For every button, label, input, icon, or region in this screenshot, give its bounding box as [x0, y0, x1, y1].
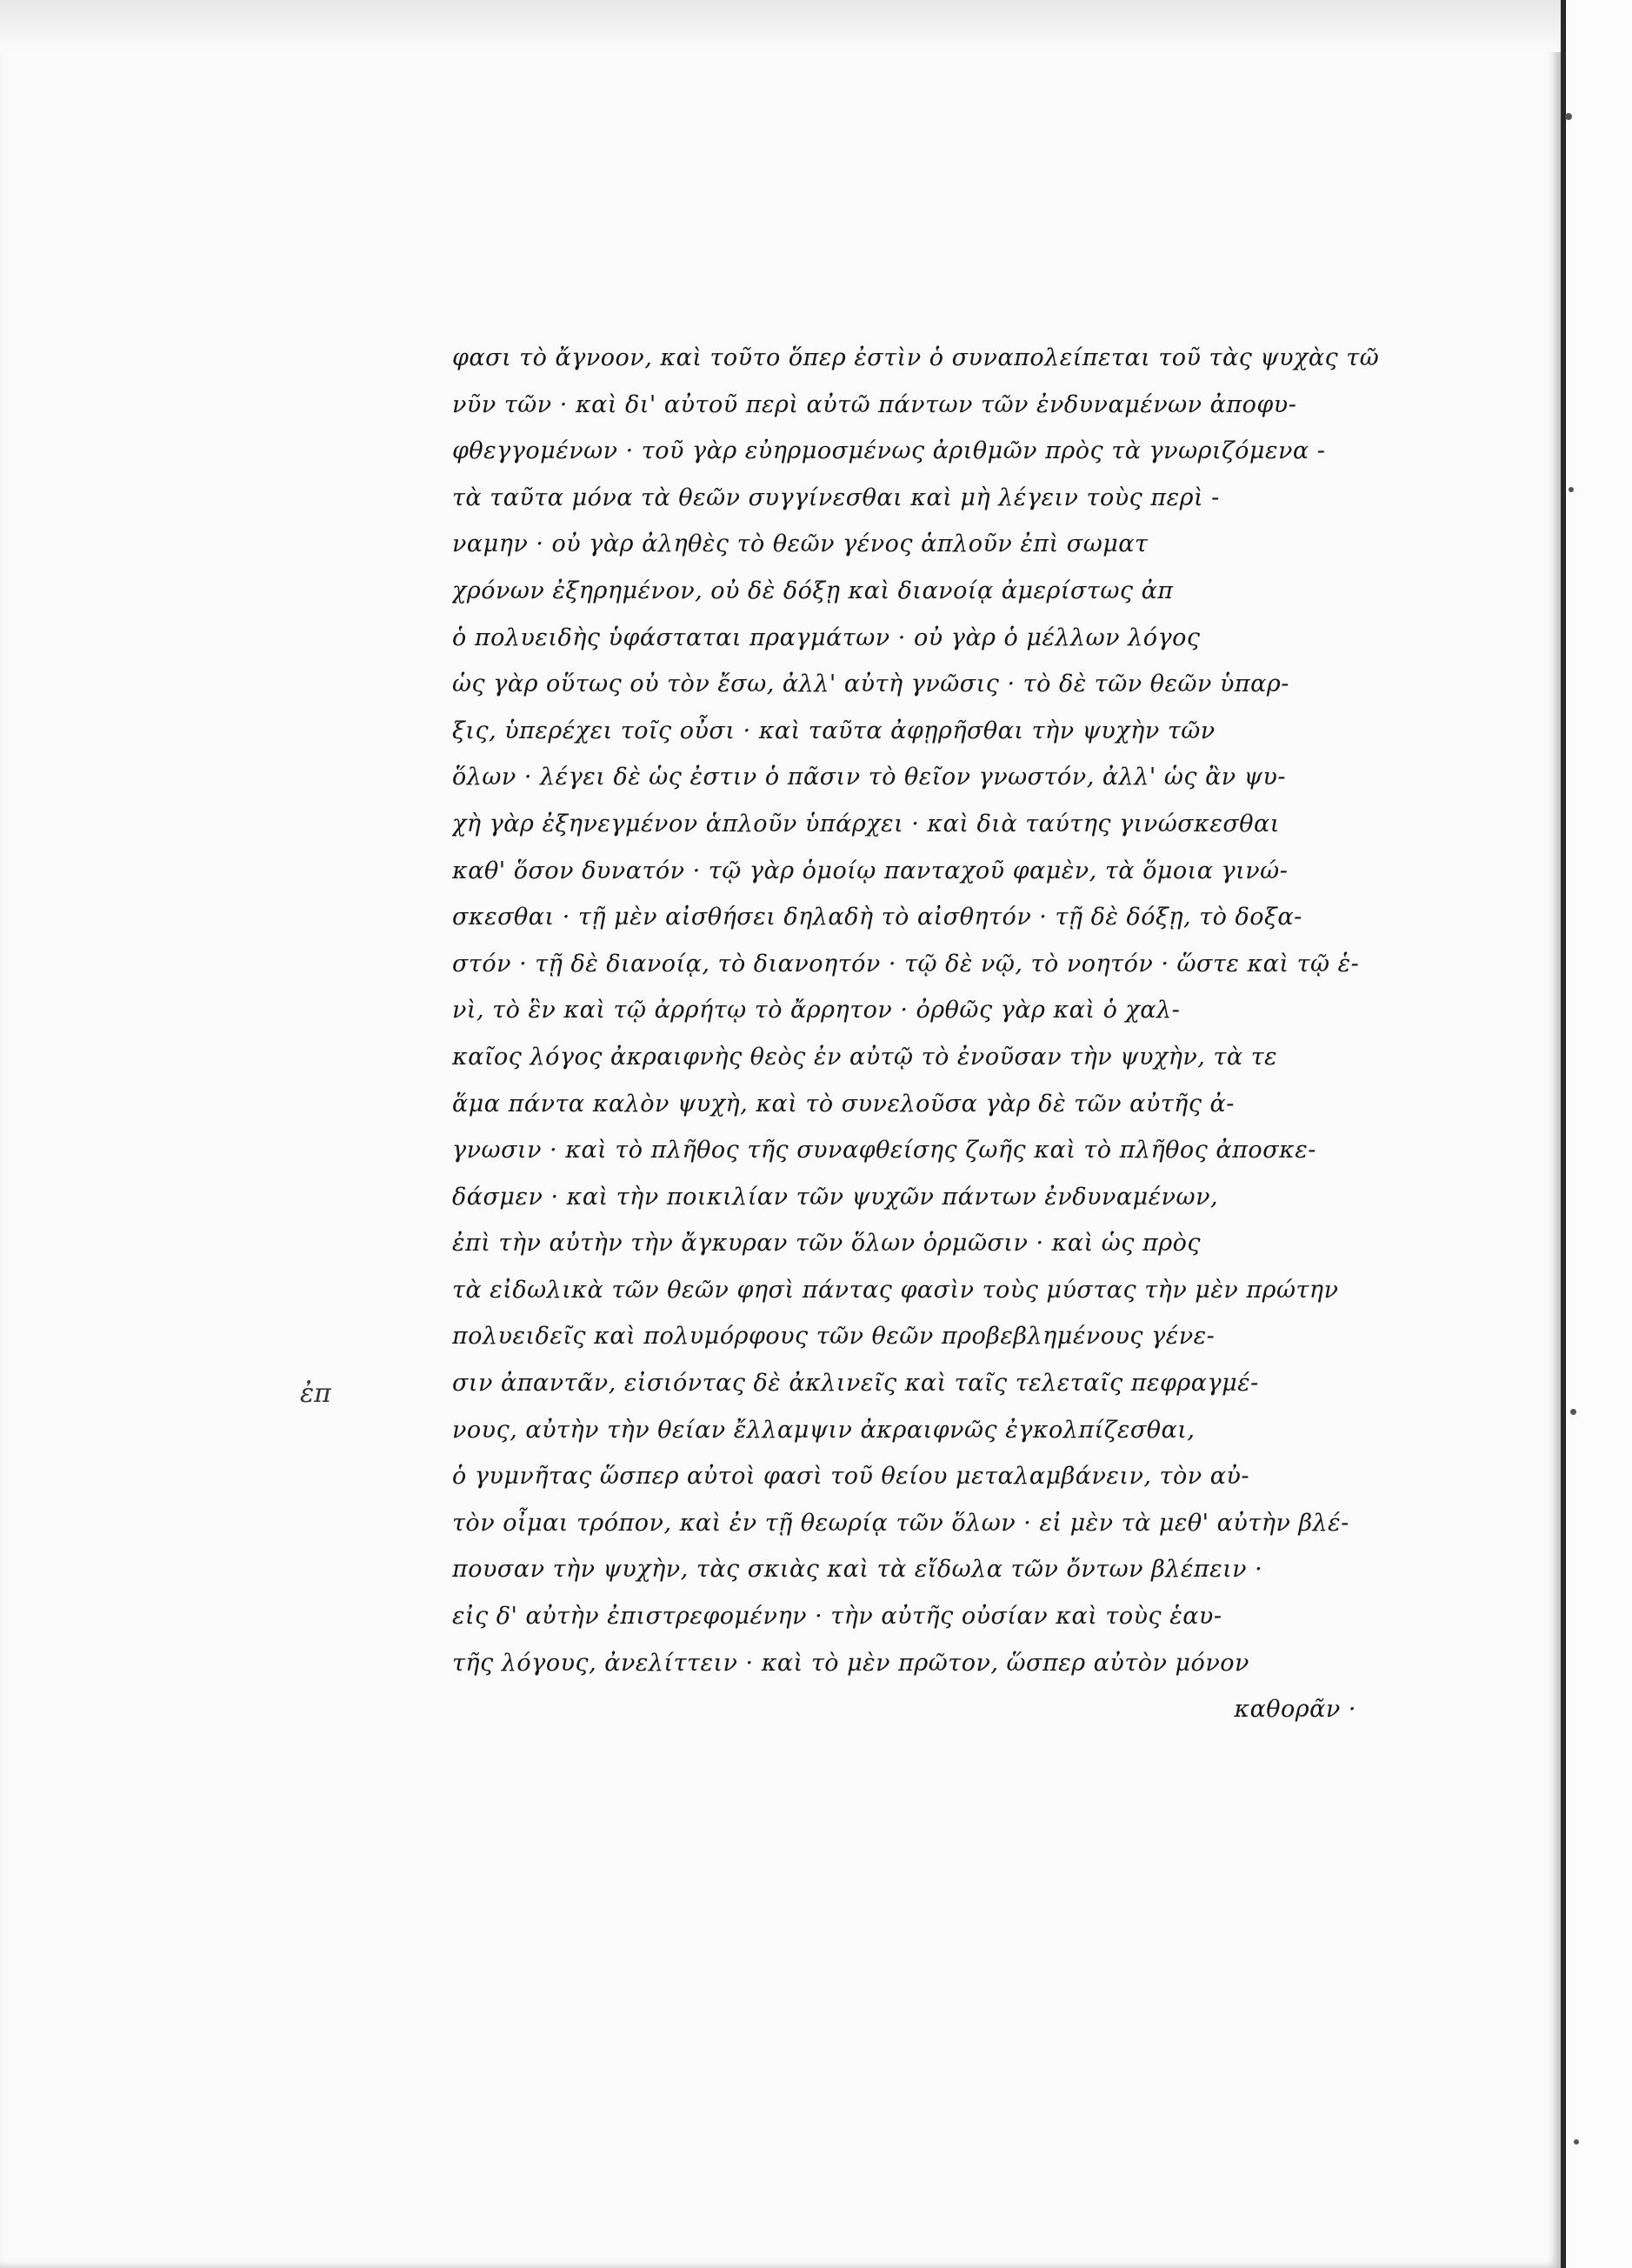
manuscript-line: σκεσθαι · τῇ μὲν αἰσθήσει δηλαδὴ τὸ αἰσθητόν · τῇ δὲ δόξῃ, τὸ δοξα- — [452, 904, 1302, 931]
manuscript-line: καθ' ὅσον δυνατόν · τῷ γὰρ ὁμοίῳ πανταχοῦ φαμὲν, τὰ ὅμοια γινώ- — [452, 857, 1289, 884]
manuscript-line: ναμην · οὐ γὰρ ἀληθὲς τὸ θεῶν γένος ἁπλοῦν ἐπὶ σωματ — [452, 530, 1149, 558]
scan-speck — [1574, 2139, 1579, 2145]
manuscript-line: ὁ πολυειδὴς ὑφάσταται πραγμάτων · οὐ γὰρ ὁ μέλλων λόγος — [452, 624, 1201, 651]
manuscript-line: καῖος λόγος ἀκραιφνὴς θεὸς ἐν αὐτῷ τὸ ἐνοῦσαν τὴν ψυχὴν, τὰ τε — [452, 1043, 1278, 1071]
page-top-edge — [0, 0, 1561, 52]
facing-page-edge — [1561, 0, 1632, 2268]
scan-speck — [1565, 113, 1572, 120]
manuscript-line: καθορᾶν · — [1234, 1696, 1356, 1724]
gutter-line — [1561, 0, 1565, 2268]
manuscript-line: ξις, ὑπερέχει τοῖς οὖσι · καὶ ταῦτα ἀφῃρῆσθαι τὴν ψυχὴν τῶν — [452, 717, 1216, 744]
manuscript-line: στόν · τῇ δὲ διανοίᾳ, τὸ διανοητόν · τῷ δὲ νῷ, τὸ νοητόν · ὥστε καὶ τῷ ἑ- — [452, 950, 1360, 977]
manuscript-line: ἐπὶ τὴν αὐτὴν τὴν ἄγκυραν τῶν ὅλων ὁρμῶσιν · καὶ ὡς πρὸς — [452, 1230, 1201, 1257]
scan-speck — [1569, 487, 1574, 492]
manuscript-line: τῆς λόγους, ἀνελίττειν · καὶ τὸ μὲν πρῶτον, ὥσπερ αὐτὸν μόνον — [452, 1649, 1249, 1677]
manuscript-line: σιν ἀπαντᾶν, εἰσιόντας δὲ ἀκλινεῖς καὶ ταῖς τελεταῖς πεφραγμέ- — [452, 1370, 1259, 1397]
manuscript-line: τὰ ταῦτα μόνα τὰ θεῶν συγγίνεσθαι καὶ μὴ λέγειν τοὺς περὶ - — [452, 484, 1220, 511]
manuscript-line: τὸν οἶμαι τρόπον, καὶ ἐν τῇ θεωρίᾳ τῶν ὅλων · εἰ μὲν τὰ μεθ' αὐτὴν βλέ- — [452, 1509, 1349, 1537]
manuscript-line: γνωσιν · καὶ τὸ πλῆθος τῆς συναφθείσης ζωῆς καὶ τὸ πλῆθος ἀποσκε- — [452, 1137, 1316, 1164]
manuscript-line: χὴ γὰρ ἐξηνεγμένον ἁπλοῦν ὑπάρχει · καὶ διὰ ταύτης γινώσκεσθαι — [452, 810, 1280, 837]
manuscript-line: ἅμα πάντα καλὸν ψυχὴ, καὶ τὸ συνελοῦσα γὰρ δὲ τῶν αὐτῆς ἀ- — [452, 1090, 1235, 1117]
manuscript-line: ὅλων · λέγει δὲ ὡς ἐστιν ὁ πᾶσιν τὸ θεῖον γνωστόν, ἀλλ' ὡς ἂν ψυ- — [452, 764, 1287, 791]
manuscript-line: δάσμεν · καὶ τὴν ποικιλίαν τῶν ψυχῶν πάντων ἐνδυναμένων, — [452, 1183, 1219, 1211]
manuscript-line: εἰς δ' αὐτὴν ἐπιστρεφομένην · τὴν αὐτῆς οὐσίαν καὶ τοὺς ἑαυ- — [452, 1603, 1222, 1631]
manuscript-line: φθεγγομένων · τοῦ γὰρ εὐηρμοσμένως ἀριθμῶν πρὸς τὰ γνωριζόμενα - — [452, 437, 1326, 465]
manuscript-line: νὶ, τὸ ἓν καὶ τῷ ἀρρήτῳ τὸ ἄρρητον · ὀρθῶς γὰρ καὶ ὁ χαλ- — [452, 997, 1181, 1024]
manuscript-line: νῦν τῶν · καὶ δι' αὐτοῦ περὶ αὐτῶ πάντων τῶν ἐνδυναμένων ἀποφυ- — [452, 390, 1297, 418]
manuscript-line: τὰ εἰδωλικὰ τῶν θεῶν φησὶ πάντας φασὶν τοὺς μύστας τὴν μὲν πρώτην — [452, 1276, 1339, 1304]
manuscript-line: χρόνων ἐξηρημένον, οὐ δὲ δόξῃ καὶ διανοίᾳ ἀμερίστως ἀπ — [452, 577, 1174, 604]
manuscript-line: φασι τὸ ἄγνοον, καὶ τοῦτο ὅπερ ἐστὶν ὁ συναπολείπεται τοῦ τὰς ψυχὰς τῶ — [452, 344, 1380, 371]
manuscript-line: πολυειδεῖς καὶ πολυμόρφους τῶν θεῶν προβεβλημένους γένε- — [452, 1323, 1216, 1351]
manuscript-line: πουσαν τὴν ψυχὴν, τὰς σκιὰς καὶ τὰ εἴδωλα τῶν ὄντων βλέπειν · — [452, 1556, 1263, 1584]
margin-note: ἐπ — [300, 1378, 331, 1409]
scan-speck — [1570, 1409, 1576, 1415]
manuscript-text — [452, 335, 1391, 1733]
manuscript-line: ὡς γὰρ οὕτως οὐ τὸν ἔσω, ἀλλ' αὐτὴ γνῶσις · τὸ δὲ τῶν θεῶν ὑπαρ- — [452, 670, 1289, 698]
manuscript-line: νους, αὐτὴν τὴν θείαν ἔλλαμψιν ἀκραιφνῶς ἐγκολπίζεσθαι, — [452, 1416, 1196, 1444]
manuscript-line: ὁ γυμνῆτας ὥσπερ αὐτοὶ φασὶ τοῦ θείου μεταλαμβάνειν, τὸν αὐ- — [452, 1463, 1250, 1491]
